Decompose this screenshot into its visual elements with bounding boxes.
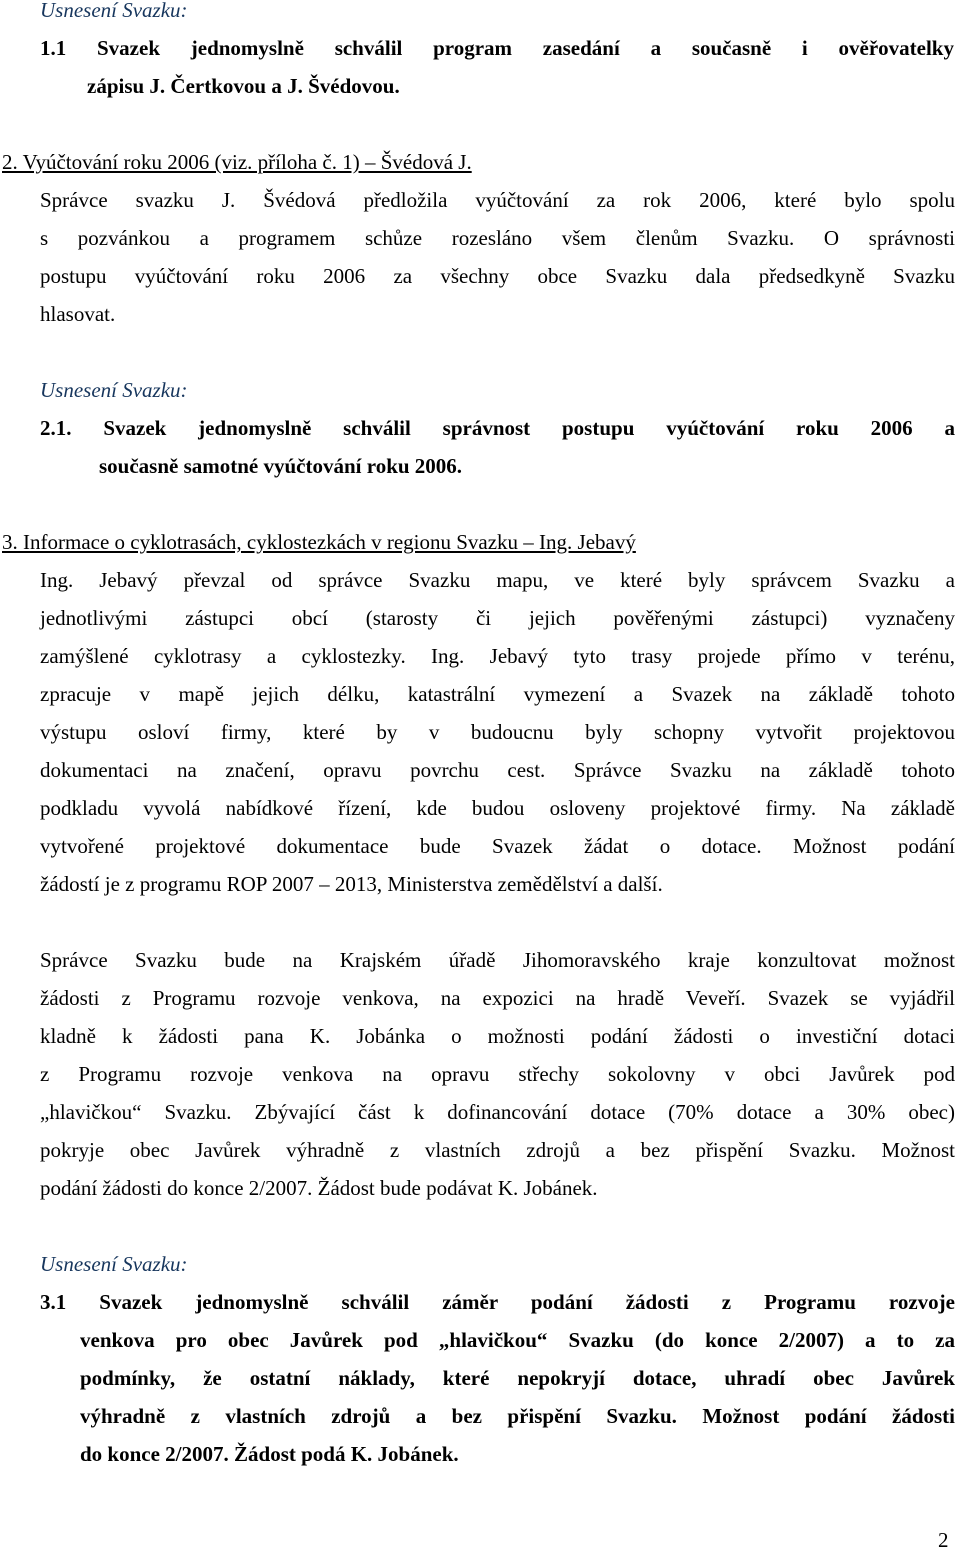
resolution-heading: Usnesení Svazku:	[40, 378, 188, 402]
resolution-3-1-line: venkova pro obec Javůrek pod „hlavičkou“ Svazku (do konce 2/2007) a to za	[80, 1328, 955, 1352]
item-3-para2-line: podání žádosti do konce 2/2007. Žádost bude podávat K. Jobánek.	[40, 1176, 598, 1200]
item-3-para2-line: z Programu rozvoje venkova na opravu střechy sokolovny v obci Javůrek pod	[40, 1062, 955, 1086]
resolution-heading: Usnesení Svazku:	[40, 0, 188, 22]
item-3-para2-line: kladně k žádosti pana K. Jobánka o možnosti podání žádosti o investiční dotaci	[40, 1024, 955, 1048]
item-3-para1-line: žádostí je z programu ROP 2007 – 2013, Ministerstva zemědělství a další.	[40, 872, 663, 896]
item-3-para1-line: zamýšlené cyklotrasy a cyklostezky. Ing. Jebavý tyto trasy projede přímo v terénu,	[40, 644, 955, 668]
resolution-3-1-line: podmínky, že ostatní náklady, které nepokryjí dotace, uhradí obec Javůrek	[80, 1366, 955, 1390]
item-3-para2-line: Správce Svazku bude na Krajském úřadě Jihomoravského kraje konzultovat možnost	[40, 948, 955, 972]
resolution-3-1-line: 3.1 Svazek jednomyslně schválil záměr podání žádosti z Programu rozvoje	[40, 1290, 955, 1314]
item-3-para2-line: pokryje obec Javůrek výhradně z vlastních zdrojů a bez přispění Svazku. Možnost	[40, 1138, 955, 1162]
resolution-3-1-line: výhradně z vlastních zdrojů a bez přispění Svazku. Možnost podání žádosti	[80, 1404, 955, 1428]
item-3-para1-line: podkladu vyvolá nabídkové řízení, kde budou osloveny projektové firmy. Na základě	[40, 796, 955, 820]
page-number: 2	[938, 1528, 949, 1552]
item-2-title: 2. Vyúčtování roku 2006 (viz. příloha č. 1) – Švédová J.	[2, 150, 472, 174]
item-3-para2-line: „hlavičkou“ Svazku. Zbývající část k dofinancování dotace (70% dotace a 30% obec)	[40, 1100, 955, 1124]
resolution-2-1-line1: 2.1. Svazek jednomyslně schválil správnost postupu vyúčtování roku 2006 a	[40, 416, 955, 440]
item-3-title: 3. Informace o cyklotrasách, cyklostezkách v regionu Svazku – Ing. Jebavý	[2, 530, 636, 554]
resolution-1-1-line1: 1.1 Svazek jednomyslně schválil program zasedání a současně i ověřovatelky	[40, 36, 954, 60]
resolution-heading: Usnesení Svazku:	[40, 1252, 188, 1276]
resolution-2-1-line2: současně samotné vyúčtování roku 2006.	[99, 454, 463, 478]
item-2-line: hlasovat.	[40, 302, 116, 326]
item-3-para1-line: Ing. Jebavý převzal od správce Svazku mapu, ve které byly správcem Svazku a	[40, 568, 955, 592]
item-3-para1-line: dokumentaci na značení, opravu povrchu cest. Správce Svazku na základě tohoto	[40, 758, 955, 782]
item-3-para1-line: jednotlivými zástupci obcí (starosty či jejich pověřenými zástupci) vyznačeny	[40, 606, 955, 630]
item-3-para1-line: výstupu osloví firmy, které by v budoucnu byly schopny vytvořit projektovou	[40, 720, 955, 744]
item-3-para2-line: žádosti z Programu rozvoje venkova, na expozici na hradě Veveří. Svazek se vyjádřil	[40, 986, 955, 1010]
item-2-line: s pozvánkou a programem schůze rozesláno všem členům Svazku. O správnosti	[40, 226, 955, 250]
item-2-line: Správce svazku J. Švédová předložila vyúčtování za rok 2006, které bylo spolu	[40, 188, 955, 212]
item-3-para1-line: zpracuje v mapě jejich délku, katastrální vymezení a Svazek na základě tohoto	[40, 682, 955, 706]
item-2-line: postupu vyúčtování roku 2006 za všechny obce Svazku dala předsedkyně Svazku	[40, 264, 955, 288]
item-3-para1-line: vytvořené projektové dokumentace bude Svazek žádat o dotace. Možnost podání	[40, 834, 955, 858]
resolution-3-1-line: do konce 2/2007. Žádost podá K. Jobánek.	[80, 1442, 459, 1466]
resolution-1-1-line2: zápisu J. Čertkovou a J. Švédovou.	[87, 74, 400, 98]
